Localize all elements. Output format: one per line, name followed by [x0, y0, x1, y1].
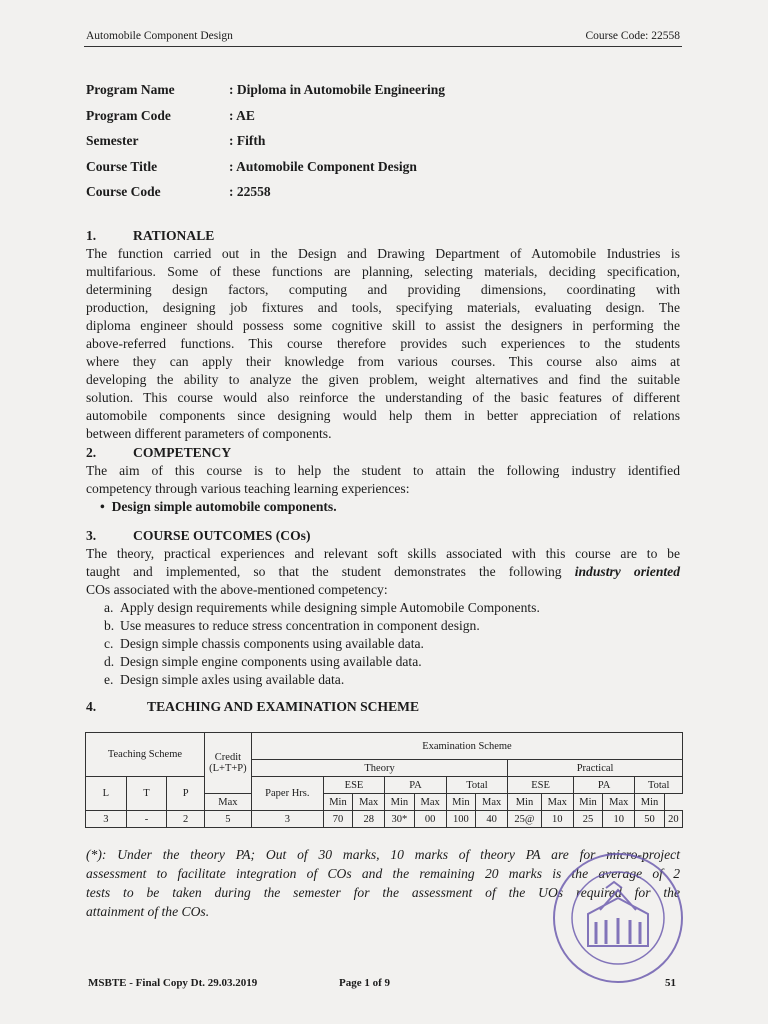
paragraph-line: solution. This course would also reinforce the understanding of the basic features of different: [86, 390, 680, 405]
list-item: [104, 617, 680, 635]
section-heading: [86, 527, 680, 545]
info-row: [86, 108, 445, 134]
institution-seal-icon: [548, 848, 688, 988]
list-marker: d.: [104, 654, 115, 669]
col-p: P: [167, 777, 205, 811]
info-label: Program Code: [86, 107, 171, 123]
table-cell: 5: [204, 811, 251, 828]
max-header: Max: [603, 794, 635, 811]
min-header: Min: [446, 794, 475, 811]
footer-copy-date: MSBTE - Final Copy Dt. 29.03.2019: [88, 977, 258, 989]
table-cell: 3: [251, 811, 323, 828]
paragraph-line: diploma engineer should possess some cognitive skill to assist the designers in performing the: [86, 318, 680, 333]
theory-header: Theory: [251, 760, 507, 777]
paragraph-line: where they can apply their knowledge from various courses. This course also aims at: [86, 354, 680, 369]
paragraph-line: multifarious. Some of these functions are planning, selecting materials, deciding specification,: [86, 264, 680, 279]
header-course-title: Automobile Component Design: [86, 30, 233, 42]
section-title: COURSE OUTCOMES (COs): [133, 528, 311, 543]
bullet-icon: •: [100, 499, 112, 514]
list-item: [104, 599, 680, 617]
course-info: [86, 82, 445, 210]
info-value: : Diploma in Automobile Engineering: [229, 82, 446, 97]
credit-header: Credit (L+T+P): [204, 733, 251, 794]
info-label: Program Name: [86, 82, 175, 97]
note-line: tests to be taken during the semester for the assessment of the UOs required for the: [86, 885, 680, 900]
footer-sheet-number: 51: [665, 977, 676, 989]
table-row: [86, 811, 683, 828]
practical-total-header: Total: [635, 777, 683, 794]
theory-ese-header: ESE: [323, 777, 384, 794]
table-cell: 2: [167, 811, 205, 828]
course-outcome-list: [86, 599, 680, 689]
list-text: Design simple chassis components using available data.: [120, 636, 424, 651]
exam-scheme-header: Examination Scheme: [251, 733, 682, 760]
table-cell: 40: [476, 811, 508, 828]
section-heading: [86, 444, 680, 462]
bullet-text: Design simple automobile components.: [111, 499, 337, 514]
info-label: Semester: [86, 133, 139, 148]
page-header: [86, 30, 680, 42]
note-line: (*): Under the theory PA; Out of 30 marks, 10 marks of theory PA are for micro-project: [86, 847, 680, 862]
max-header: Max: [204, 794, 251, 811]
paragraph-line: between different parameters of components.: [86, 426, 332, 441]
list-marker: e.: [104, 672, 114, 687]
min-header: Min: [635, 794, 664, 811]
practical-ese-header: ESE: [508, 777, 574, 794]
table-cell: 28: [353, 811, 385, 828]
table-cell: 10: [541, 811, 573, 828]
info-label: Course Code: [86, 184, 161, 199]
info-value: : Automobile Component Design: [229, 158, 417, 174]
table-cell: 3: [86, 811, 127, 828]
info-value: : 22558: [229, 184, 271, 199]
section-number: 2.: [86, 445, 97, 460]
section-heading: [86, 227, 680, 245]
table-cell: 00: [414, 811, 446, 828]
table-cell: 10: [603, 811, 635, 828]
paper-hrs-header: Paper Hrs.: [251, 777, 323, 811]
paragraph-line: [86, 563, 680, 581]
emphasis-text: industry oriented: [574, 564, 680, 579]
teaching-scheme-header: Teaching Scheme: [86, 733, 205, 777]
section-rationale: [86, 227, 680, 443]
list-item: [104, 671, 680, 689]
paragraph-line: The theory, practical experiences and relevant soft skills associated with this course are to be: [86, 546, 680, 561]
table-cell: -: [126, 811, 167, 828]
competency-bullet: [86, 498, 680, 516]
practical-pa-header: PA: [573, 777, 634, 794]
info-row: [86, 159, 445, 185]
info-value: : Fifth: [229, 133, 266, 148]
info-row: [86, 82, 445, 108]
info-label: Course Title: [86, 158, 158, 174]
note-line: assessment to facilitate integration of COs and the remaining 20 marks is the average of 2: [86, 866, 680, 881]
max-header: Max: [414, 794, 446, 811]
max-header: Max: [353, 794, 385, 811]
table-cell: 25@: [508, 811, 542, 828]
paragraph-line: The aim of this course is to help the student to attain the following industry identified: [86, 463, 680, 478]
practical-header: Practical: [508, 760, 683, 777]
section-title: COMPETENCY: [133, 445, 232, 460]
section-number: 1.: [86, 228, 97, 243]
note-line: attainment of the COs.: [86, 904, 210, 919]
table-cell: 100: [446, 811, 475, 828]
list-marker: a.: [104, 600, 114, 615]
table-cell: 20: [664, 811, 682, 828]
list-item: [104, 635, 680, 653]
paragraph-line: production, designing job fixtures and tools, specifying materials, evaluating design. The: [86, 300, 680, 315]
paragraph-line: The function carried out in the Design and Drawing Department of Automobile Industries is: [86, 246, 680, 261]
list-text: Design simple axles using available data.: [120, 672, 345, 687]
col-t: T: [126, 777, 167, 811]
table-cell: 50: [635, 811, 664, 828]
section-title: RATIONALE: [133, 228, 215, 243]
table-cell: 25: [573, 811, 602, 828]
section-number: 4.: [86, 699, 97, 714]
info-row: [86, 133, 445, 159]
min-header: Min: [508, 794, 542, 811]
col-l: L: [86, 777, 127, 811]
list-text: Design simple engine components using available data.: [120, 654, 422, 669]
min-header: Min: [323, 794, 352, 811]
section-title: TEACHING AND EXAMINATION SCHEME: [147, 699, 420, 714]
section-heading: [86, 698, 680, 716]
theory-total-header: Total: [446, 777, 507, 794]
info-value: : AE: [229, 107, 255, 123]
paragraph-line: competency through various teaching learning experiences:: [86, 481, 410, 496]
section-number: 3.: [86, 528, 97, 543]
section-competency: [86, 444, 680, 516]
list-marker: b.: [104, 618, 115, 633]
min-header: Min: [573, 794, 602, 811]
max-header: Max: [541, 794, 573, 811]
list-text: Use measures to reduce stress concentration in component design.: [120, 618, 480, 633]
paragraph-line: automobile components since designing would help them in better appreciation of relations: [86, 408, 680, 423]
paragraph-line: developing the ability to analyze the given problem, weight alternatives and find the suitable: [86, 372, 680, 387]
theory-pa-header: PA: [385, 777, 446, 794]
paragraph-line: above-referred functions. This course therefore provides such experiences to the students: [86, 336, 680, 351]
section-course-outcomes: [86, 527, 680, 689]
section-scheme: [86, 698, 680, 716]
list-item: [104, 653, 680, 671]
info-row: [86, 184, 445, 210]
header-course-code: Course Code: 22558: [585, 30, 680, 42]
footer-page-number: Page 1 of 9: [339, 977, 391, 989]
list-marker: c.: [104, 636, 114, 651]
list-text: Apply design requirements while designing simple Automobile Components.: [120, 600, 540, 615]
paragraph-line: determining design factors, computing and providing dimensions, coordinating with: [86, 282, 680, 297]
max-header: Max: [476, 794, 508, 811]
paragraph-line: COs associated with the above-mentioned competency:: [86, 582, 388, 597]
scheme-table: [85, 732, 683, 828]
table-cell: 30*: [385, 811, 414, 828]
min-header: Min: [385, 794, 414, 811]
text-span: taught and implemented, so that the student demonstrates the following: [86, 564, 575, 579]
table-cell: 70: [323, 811, 352, 828]
header-rule: [84, 46, 682, 47]
